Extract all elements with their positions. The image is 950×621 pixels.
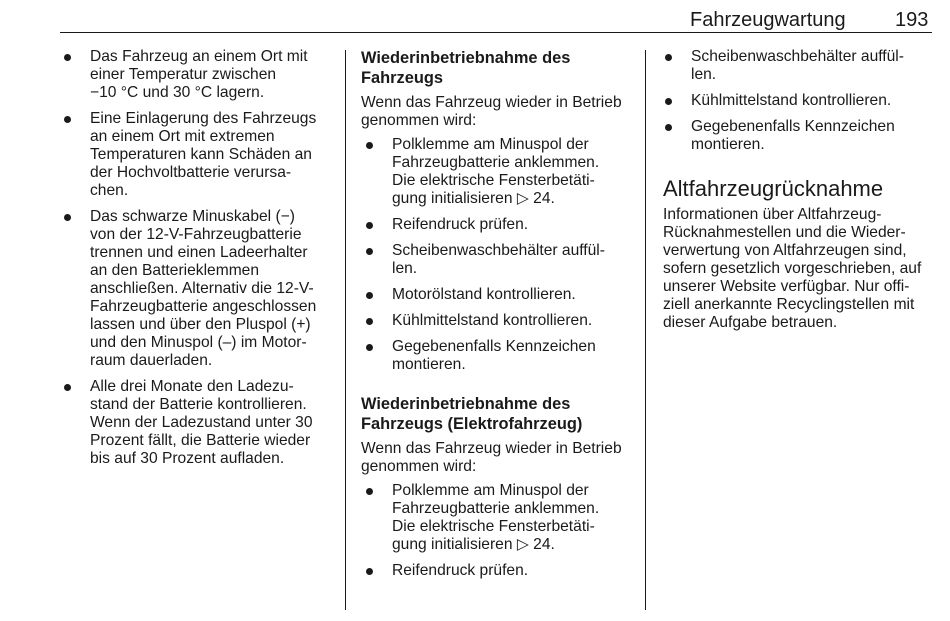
- list-item: [62, 48, 332, 102]
- text-line: Eine Einlagerung des Fahrzeugs: [90, 110, 317, 127]
- text-line: von der 12-V-Fahrzeugbatterie: [90, 226, 302, 243]
- list-item: [361, 136, 636, 208]
- text-line: Die elektrische Fensterbetäti-: [392, 172, 595, 189]
- heading-line: Fahrzeugs: [361, 69, 443, 87]
- text-line: trennen und einen Ladeerhalter: [90, 244, 308, 261]
- recommissioning-bullet-list: [361, 136, 636, 374]
- text-line: Kühlmittelstand kontrollieren.: [691, 92, 892, 109]
- text-line: Prozent fällt, die Batterie wieder: [90, 432, 311, 449]
- text-line: Informationen über Altfahrzeug-: [663, 206, 882, 223]
- text-line: Scheibenwaschbehälter auffül-: [691, 48, 904, 65]
- text-line: an einem Ort mit extremen: [90, 128, 275, 145]
- section-heading-recommissioning-ev: [361, 394, 636, 434]
- text-line: Wenn das Fahrzeug wieder in Betrieb: [361, 440, 622, 457]
- page-number: 193: [895, 9, 929, 31]
- text-line: Fahrzeugbatterie anklemmen.: [392, 500, 600, 517]
- section-intro: [361, 440, 636, 476]
- text-line: genommen wird:: [361, 112, 477, 129]
- text-line: Alle drei Monate den Ladezu-: [90, 378, 294, 395]
- text-line: ziell anerkannte Recyclingstellen mit: [663, 296, 915, 313]
- list-item: [361, 482, 636, 554]
- text-line: gung initialisieren ▷ 24.: [392, 536, 555, 553]
- text-line: Rücknahmestellen und die Wieder-: [663, 224, 906, 241]
- list-item: [361, 562, 636, 580]
- recommissioning-ev-bullet-list: [361, 482, 636, 580]
- heading-line: Fahrzeugs (Elektrofahrzeug): [361, 415, 583, 433]
- text-line: Fahrzeugbatterie angeschlossen: [90, 298, 317, 315]
- section-intro: [361, 94, 636, 130]
- text-line: an den Batterieklemmen: [90, 262, 260, 279]
- list-item: [361, 242, 636, 278]
- column-divider-left: [345, 50, 346, 610]
- text-line: Wenn das Fahrzeug wieder in Betrieb: [361, 94, 622, 111]
- list-item: [361, 338, 636, 374]
- text-line: chen.: [90, 182, 129, 199]
- text-line: einer Temperatur zwischen: [90, 66, 277, 83]
- text-line: Scheibenwaschbehälter auffül-: [392, 242, 605, 259]
- text-line: bis auf 30 Prozent aufladen.: [90, 450, 285, 467]
- text-line: lassen und über den Pluspol (+): [90, 316, 311, 333]
- text-line: Fahrzeugbatterie anklemmen.: [392, 154, 600, 171]
- text-line: gung initialisieren ▷ 24.: [392, 190, 555, 207]
- column-divider-right: [645, 50, 646, 610]
- text-line: und den Minuspol (–) im Motor-: [90, 334, 307, 351]
- header-rule: [60, 32, 932, 33]
- text-line: raum dauerladen.: [90, 352, 213, 369]
- list-item: [663, 92, 935, 110]
- list-item: [361, 216, 636, 234]
- list-item: [663, 48, 935, 84]
- text-line: Kühlmittelstand kontrollieren.: [392, 312, 593, 329]
- text-line: sofern gesetzlich vorgeschrieben, auf: [663, 260, 922, 277]
- text-line: len.: [392, 260, 418, 277]
- text-line: Polklemme am Minuspol der: [392, 136, 589, 153]
- column-3: [663, 48, 935, 332]
- text-line: Motorölstand kontrollieren.: [392, 286, 576, 303]
- list-item: [62, 208, 332, 370]
- text-line: Das schwarze Minuskabel (−): [90, 208, 295, 225]
- takeback-paragraph: [663, 206, 935, 332]
- list-item: [62, 110, 332, 200]
- text-line: genommen wird:: [361, 458, 477, 475]
- text-line: Reifendruck prüfen.: [392, 216, 529, 233]
- storage-bullet-list: [62, 48, 332, 468]
- text-line: −10 °C und 30 °C lagern.: [90, 84, 265, 101]
- column-1: [62, 48, 332, 476]
- text-line: Die elektrische Fensterbetäti-: [392, 518, 595, 535]
- text-line: Temperaturen kann Schäden an: [90, 146, 312, 163]
- section-heading-vehicle-takeback: Altfahrzeugrücknahme: [663, 176, 884, 201]
- text-line: len.: [691, 66, 717, 83]
- list-item: [361, 312, 636, 330]
- list-item: [62, 378, 332, 468]
- text-line: verwertung von Altfahrzeugen sind,: [663, 242, 907, 259]
- text-line: montieren.: [691, 136, 765, 153]
- text-line: montieren.: [392, 356, 466, 373]
- text-line: Polklemme am Minuspol der: [392, 482, 589, 499]
- text-line: Das Fahrzeug an einem Ort mit: [90, 48, 308, 65]
- list-item: [663, 118, 935, 154]
- text-line: dieser Aufgabe betrauen.: [663, 314, 838, 331]
- header-title: Fahrzeugwartung: [690, 9, 846, 31]
- text-line: Gegebenenfalls Kennzeichen: [691, 118, 895, 135]
- text-line: Wenn der Ladezustand unter 30: [90, 414, 313, 431]
- recommissioning-ev-bullet-list-continued: [663, 48, 935, 154]
- section-heading-recommissioning: [361, 48, 636, 88]
- column-2: [361, 48, 636, 588]
- text-line: Reifendruck prüfen.: [392, 562, 529, 579]
- heading-line: Wiederinbetriebnahme des: [361, 49, 571, 67]
- text-line: der Hochvoltbatterie verursa-: [90, 164, 292, 181]
- text-line: unserer Website verfügbar. Nur offi-: [663, 278, 910, 295]
- text-line: stand der Batterie kontrollieren.: [90, 396, 307, 413]
- list-item: [361, 286, 636, 304]
- text-line: anschließen. Alternativ die 12-V-: [90, 280, 314, 297]
- heading-line: Wiederinbetriebnahme des: [361, 395, 571, 413]
- text-line: Gegebenenfalls Kennzeichen: [392, 338, 596, 355]
